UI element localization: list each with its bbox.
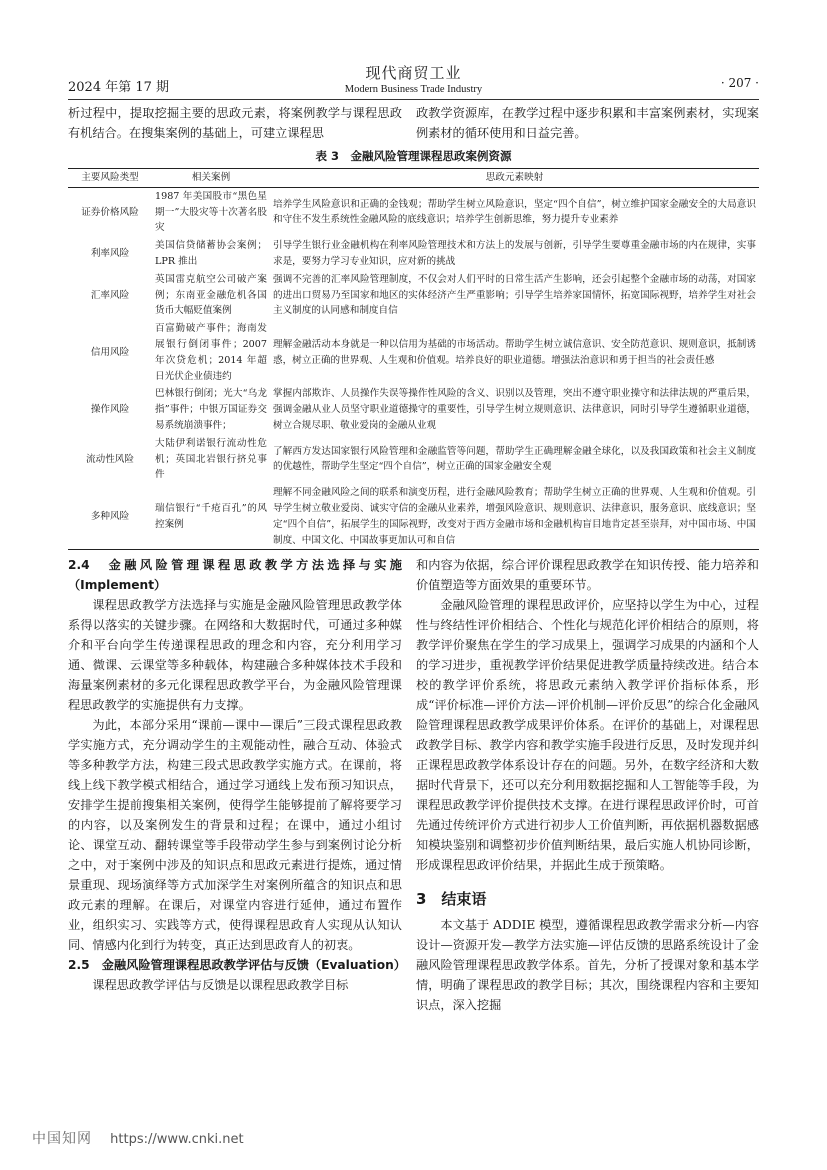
table-row	[68, 484, 759, 550]
elements-cell: 培养学生风险意识和正确的金钱观；帮助学生树立风险意识，坚定“四个自信”，树立维护国家金融安全的大局意识和守住不发生系统性金融风险的底线意识；培养学生创新思维，努力提升专业素养	[273, 198, 756, 226]
column-header: 思政元素映射	[270, 169, 759, 188]
table-row	[68, 435, 759, 484]
paragraph: 本文基于 ADDIE 模型，遵循课程思政教学需求分析—内容设计—资源开发—教学方法实施—评估反馈的思路系统设计了金融风险管理课程思政教学体系。首先，分析了授课对象和基本学情，明确了课程思政的教学目标；其次，围绕课程内容和主要知识点，深入挖掘	[416, 918, 759, 1012]
top-right-text	[416, 103, 759, 143]
table-row	[68, 320, 759, 385]
table-row	[68, 187, 759, 237]
elements-cell: 了解西方发达国家银行风险管理和金融监管等问题，帮助学生正确理解金融全球化，以及我国政策和社会主义制度的优越性，帮助学生坚定“四个自信”，树立正确的国家金融安全观	[273, 445, 756, 473]
risk-type-cell: 证券价格风险	[81, 206, 139, 218]
elements-cell: 强调不完善的汇率风险管理制度，不仅会对人们平时的日常生活产生影响，还会引起整个金融市场的动荡，对国家的进出口贸易乃至国家和地区的实体经济产生严重影响；引导学生培养家国情怀，拓宽国际视野，培养学生对社会主义制度的认同感和制度自信	[273, 273, 756, 317]
paragraph: 课程思政教学评估与反馈是以课程思政教学目标	[92, 978, 349, 992]
paragraph: 金融风险管理的课程思政评价，应坚持以学生为中心，过程性与终结性评价相结合、个性化与规范化评价相结合的原则，将教学评价聚焦在学生的学习成果上，强调学习成果的内涵和个人的学习进步，重视教学评价结果促进教学质量持续改进。结合本校的教学评价系统，将思政元素纳入教学评价指标体系，形成“评价标准—评价方法—评价机制—评价反思”的综合化金融风险管理课程思政教学成果评价体系。在评价的基础上，对课程思政教学目标、教学内容和教学实施手段进行反思，及时发现并纠正课程思政教学体系设计存在的问题。另外，在数字经济和大数据时代背景下，还可以充分利用数据挖掘和人工智能等手段，为课程思政教学评价提供技术支撑。在进行课程思政评价时，可首先通过传统评价方式进行初步人工价值判断，再依据机器数据感知模块鉴别和调整初步价值判断结果，最后实施人机协同诊断，形成课程思政评价结果，并据此生成于预策略。	[416, 598, 759, 872]
right-column	[416, 555, 759, 1015]
risk-type-cell: 利率风险	[90, 248, 130, 260]
paragraph: 课程思政教学方法选择与实施是金融风险管理思政教学体系得以落实的关键步骤。在网络和大数据时代，可通过多种媒介和平台向学生传递课程思政的理念和内容，充分利用学习通、微课、云课堂等多种载体，构建融合多种媒体技术手段和海量案例素材的多元化课程思政教学平台，为金融风险管理课程思政教学的实施提供有力支撑。	[68, 598, 402, 712]
section-2-5-heading: 2.5 金融风险管理课程思政教学评估与反馈（Evaluation）	[68, 958, 406, 972]
footer-watermark	[32, 1128, 244, 1148]
journal-masthead	[68, 62, 759, 95]
case-cell: 巴林银行倒闭；光大“乌龙指”事件；中银万国证券交易系统崩溃事件；	[155, 388, 267, 431]
section-3-heading: 3 结束语	[416, 890, 487, 908]
paragraph: 为此，本部分采用“课前—课中—课后”三段式课程思政教学实施方式，充分调动学生的主观能动性，融合互动、体验式等多种教学方法，构建三段式思政教学实施方式。在课前，将线上线下教学模式相结合，通过学习通线上发布预习知识点，安排学生提前搜集相关案例，使得学生能够提前了解将要学习的内容，以及案例发生的背景和过程；在课中，通过小组讨论、课堂互动、翻转课堂等手段带动学生参与到案例讨论分析之中，对于案例中涉及的知识点和思政元素进行提炼，通过情景重现、现场演绎等方式加深学生对案例所蕴含的知识点和思政元素的理解。在课后，对课堂内容进行延伸，通过布置作业，组织实习、实践等方式，使得课程思政育人实现从认知认同、情感内化到行为转变，真正达到思政育人的初衷。	[68, 718, 402, 952]
case-cell: 美国信贷储蓄协会案例；LPR 推出	[155, 240, 267, 267]
journal-title: 现代商贸工业	[365, 64, 462, 82]
elements-cell: 掌握内部欺诈、人员操作失误等操作性风险的含义、识别以及管理，突出不遵守职业操守和法律法规的严重后果，强调金融从业人员坚守职业道德操守的重要性，引导学生树立规则意识、法律意识，同时引导学生遵循职业道德，树立合规尽职、敬业爱岗的金融从业观	[273, 388, 756, 431]
header-rule	[68, 99, 759, 100]
top-left-text	[68, 103, 402, 143]
case-resource-table	[68, 168, 759, 550]
paragraph: 和内容为依据，综合评价课程思政教学在知识传授、能力培养和价值塑造等方面效果的重要环节。	[416, 558, 759, 592]
issue-label: 2024 年第 17 期	[68, 80, 170, 95]
elements-cell: 引导学生银行业金融机构在利率风险管理技术和方法上的发展与创新，引导学生要尊重金融市场的内在规律，实事求是，要努力学习专业知识，应对新的挑战	[273, 240, 756, 267]
paragraph: 析过程中，提取挖掘主要的思政元素，将案例教学与课程思政有机结合。在搜集案例的基础上，可建立课程思	[68, 106, 402, 140]
page-header	[68, 62, 759, 96]
elements-cell: 理解金融活动本身就是一种以信用为基础的市场活动。帮助学生树立诚信意识、安全防范意识、规则意识，抵制诱惑，树立正确的世界观、人生观和价值观。培养良好的职业道德。增强法治意识和勇于担当的社会责任感	[273, 338, 756, 366]
table-row	[68, 237, 759, 271]
case-cell: 百富勤破产事件；海南发展银行倒闭事件；2007 年次贷危机；2014 年超日光伏企业债违约	[155, 323, 267, 382]
cnki-url: https://www.cnki.net	[110, 1132, 244, 1147]
elements-cell: 理解不同金融风险之间的联系和演变历程，进行金融风险教育；帮助学生树立正确的世界观、人生观和价值观。引导学生树立敬业爱岗、诚实守信的金融从业素养，增强风险意识、规则意识、法律意识，服务意识、底线意识；坚定“四个自信”，拓展学生的国际视野，改变对于西方金融市场和金融机构盲目地肯定甚至崇拜，对中国市场、中国制度、中国文化、中国故事更加认可和自信	[270, 484, 759, 550]
case-cell: 英国雷克航空公司破产案例；东南亚金融危机各国货币大幅贬值案例	[155, 273, 267, 317]
case-cell: 大陆伊利诺银行流动性危机；英国北岩银行挤兑事件	[155, 437, 267, 481]
table-row	[68, 271, 759, 320]
risk-type-cell: 信用风险	[90, 346, 130, 358]
cnki-logo: 中国知网	[32, 1131, 92, 1147]
page-number: · 207 ·	[720, 76, 759, 90]
case-cell: 瑞信银行“千疮百孔”的风控案例	[152, 484, 270, 550]
table-caption: 表 3 金融风险管理课程思政案例资源	[315, 149, 512, 163]
paragraph: 政教学资源库，在教学过程中逐步积累和丰富案例素材，实现案例素材的循环使用和日益完善。	[416, 106, 759, 140]
case-cell: 1987 年美国股市“黑色星期一”大股灾等十次著名股灾	[155, 190, 267, 234]
table-row	[68, 385, 759, 434]
section-2-4-heading: 2.4 金融风险管理课程思政教学方法选择与实施（Implement）	[68, 558, 402, 592]
risk-type-cell: 汇率风险	[90, 289, 130, 301]
risk-type-cell: 操作风险	[90, 404, 130, 416]
journal-title-en: Modern Business Trade Industry	[344, 84, 483, 95]
table-header-row	[68, 169, 759, 188]
risk-type-cell: 流动性风险	[86, 453, 134, 465]
column-header: 相关案例	[152, 169, 270, 188]
risk-type-cell: 多种风险	[68, 484, 152, 550]
column-header: 主要风险类型	[68, 169, 152, 188]
left-column	[68, 555, 406, 995]
